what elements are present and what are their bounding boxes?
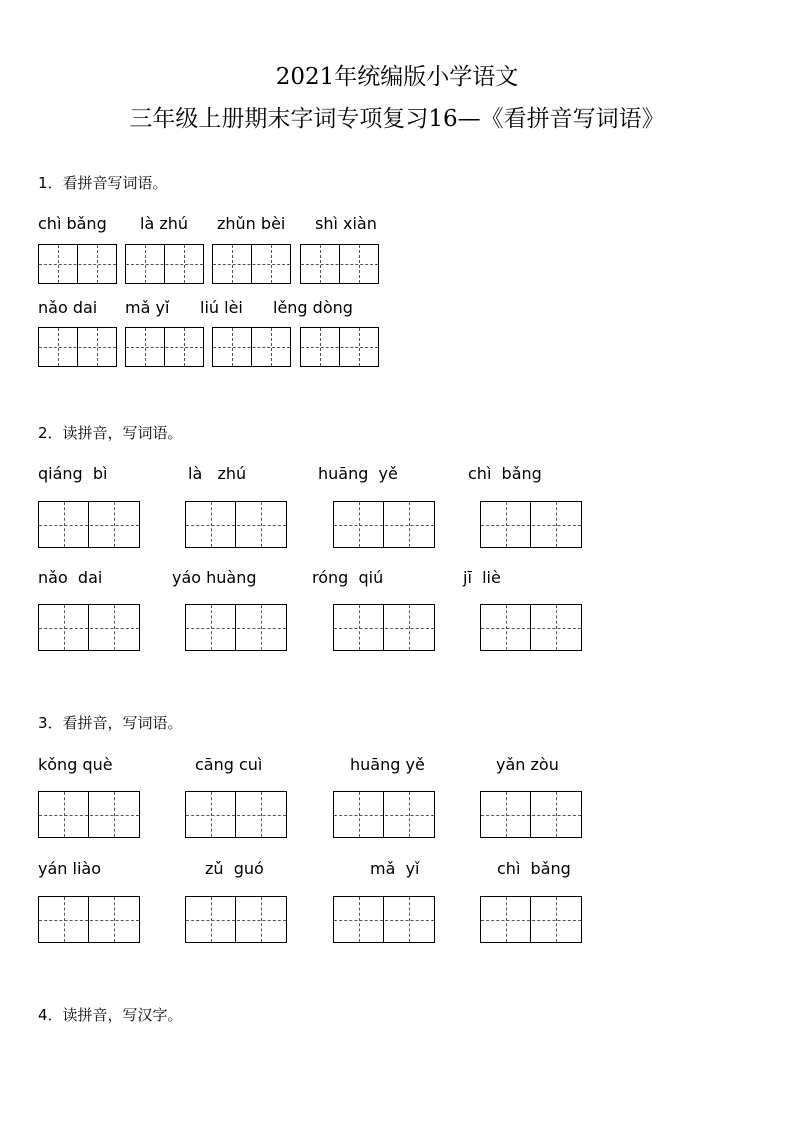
q1-pinyin: liú lèi	[200, 298, 243, 317]
q3-answer-grid[interactable]	[185, 896, 287, 943]
q2-answer-grid[interactable]	[480, 604, 582, 651]
q2-answer-grid[interactable]	[38, 604, 140, 651]
q3-pinyin: kǒng què	[38, 755, 113, 774]
page-title-line1: 2021年统编版小学语文	[275, 64, 519, 90]
q2-pinyin: huāng yě	[318, 464, 398, 483]
q1-answer-grid[interactable]	[38, 244, 117, 284]
q2-answer-grid[interactable]	[480, 501, 582, 548]
q1-pinyin: zhǔn bèi	[217, 214, 286, 233]
q1-answer-grid[interactable]	[38, 327, 117, 367]
q3-answer-grid[interactable]	[38, 896, 140, 943]
q2-title: 2．读拼音，写词语。	[38, 424, 183, 442]
q1-answer-grid[interactable]	[125, 327, 204, 367]
q2-pinyin: yáo huàng	[172, 568, 257, 587]
q1-answer-grid[interactable]	[212, 244, 291, 284]
q1-title: 1．看拼音写词语。	[38, 174, 168, 192]
q3-answer-grid[interactable]	[480, 791, 582, 838]
q3-answer-grid[interactable]	[480, 896, 582, 943]
q1-pinyin: nǎo dai	[38, 298, 98, 317]
q3-answer-grid[interactable]	[185, 791, 287, 838]
q3-answer-grid[interactable]	[333, 896, 435, 943]
q3-pinyin: zǔ guó	[205, 859, 264, 878]
q1-answer-grid[interactable]	[212, 327, 291, 367]
q3-pinyin: yán liào	[38, 859, 101, 878]
q2-pinyin: jī liè	[463, 568, 501, 587]
q2-answer-grid[interactable]	[333, 604, 435, 651]
page-title-line2: 三年级上册期末字词专项复习16—《看拼音写词语》	[129, 106, 665, 132]
q1-pinyin: shì xiàn	[315, 214, 377, 233]
q1-pinyin: là zhú	[140, 214, 189, 233]
q1-pinyin: mǎ yǐ	[125, 298, 170, 317]
q1-answer-grid[interactable]	[125, 244, 204, 284]
q1-pinyin: chì bǎng	[38, 214, 107, 233]
q2-pinyin: nǎo dai	[38, 568, 103, 587]
q1-pinyin: lěng dòng	[273, 298, 353, 317]
q3-pinyin: yǎn zòu	[496, 755, 559, 774]
q1-answer-grid[interactable]	[300, 327, 379, 367]
q3-pinyin: mǎ yǐ	[370, 859, 420, 878]
q3-answer-grid[interactable]	[333, 791, 435, 838]
q2-pinyin: chì bǎng	[468, 464, 542, 483]
q3-title: 3．看拼音，写词语。	[38, 714, 183, 732]
q2-answer-grid[interactable]	[185, 604, 287, 651]
q3-pinyin: cāng cuì	[195, 755, 263, 774]
q3-pinyin: chì bǎng	[497, 859, 571, 878]
q3-pinyin: huāng yě	[350, 755, 425, 774]
q2-answer-grid[interactable]	[38, 501, 140, 548]
q2-pinyin: là zhú	[188, 464, 247, 483]
q1-answer-grid[interactable]	[300, 244, 379, 284]
q2-answer-grid[interactable]	[185, 501, 287, 548]
q2-answer-grid[interactable]	[333, 501, 435, 548]
q2-pinyin: qiáng bì	[38, 464, 108, 483]
q2-pinyin: róng qiú	[312, 568, 384, 587]
q4-title: 4．读拼音，写汉字。	[38, 1006, 183, 1024]
q3-answer-grid[interactable]	[38, 791, 140, 838]
